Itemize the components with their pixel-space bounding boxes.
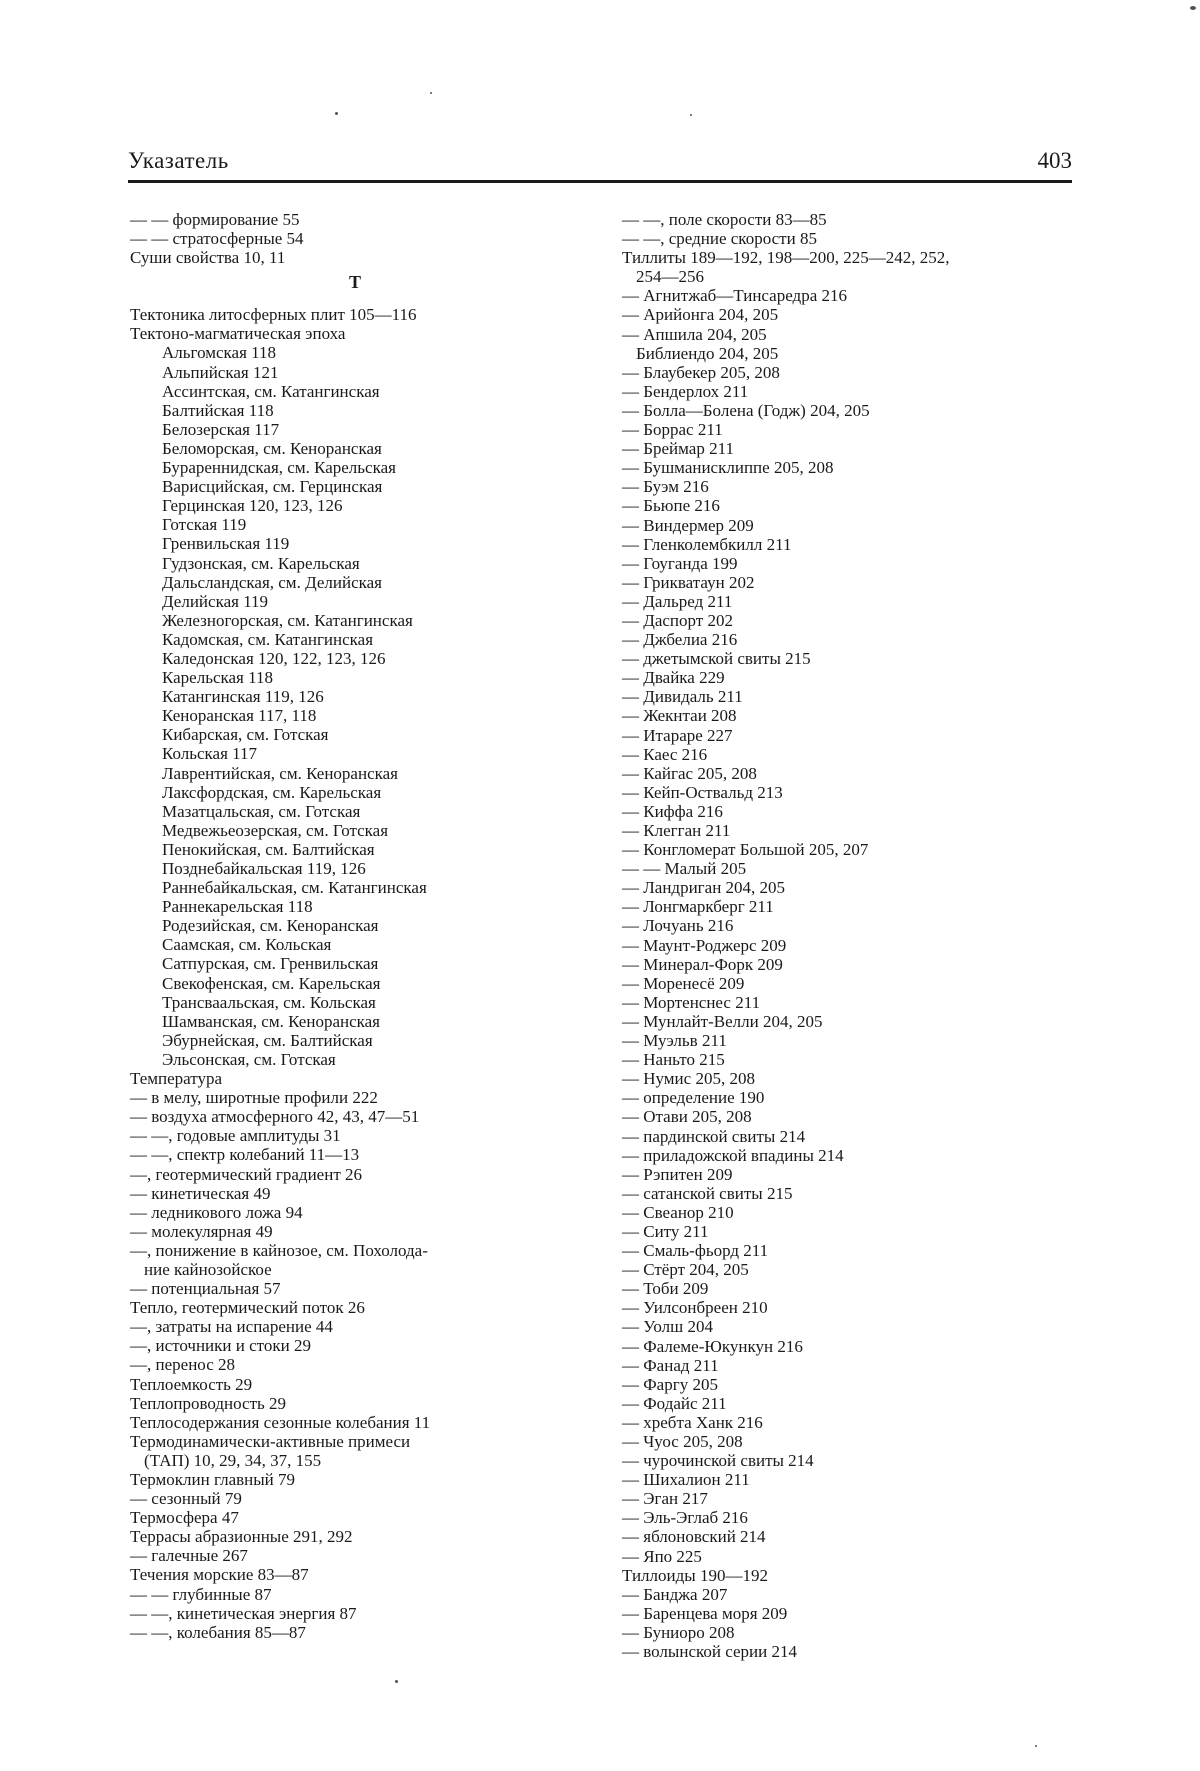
index-entry: Суши свойства 10, 11 <box>130 248 286 268</box>
index-entry: — Конгломерат Большой 205, 207 <box>622 840 869 860</box>
index-entry: Террасы абразионные 291, 292 <box>130 1527 353 1547</box>
index-entry: — кинетическая 49 <box>130 1183 271 1203</box>
index-entry: — яблоновский 214 <box>622 1527 766 1547</box>
index-entry: — Каес 216 <box>622 744 708 764</box>
index-entry: —, источники и стоки 29 <box>130 1336 311 1356</box>
index-entry: Мазатцальская, см. Готская <box>162 801 361 821</box>
index-entry: Сатпурская, см. Гренвильская <box>162 954 379 974</box>
index-column-right <box>622 210 1074 1661</box>
index-entry: —, понижение в кайнозое, см. Похолода- <box>130 1240 428 1260</box>
index-entry: — Кейп-Оствальд 213 <box>622 782 783 802</box>
index-letter-heading: T <box>348 272 361 293</box>
index-entry: —, перенос 28 <box>130 1355 236 1375</box>
index-entry: — —, кинетическая энергия 87 <box>130 1603 357 1623</box>
scan-speck <box>335 112 338 115</box>
index-entry: Тиллоиды 190—192 <box>622 1565 768 1585</box>
index-entry: — Арийонга 204, 205 <box>622 305 779 325</box>
scan-speck <box>1035 1745 1037 1747</box>
index-entry: Тиллиты 189—192, 198—200, 225—242, 252, <box>622 248 950 268</box>
index-entry: Эбурнейская, см. Балтийская <box>162 1030 373 1050</box>
index-entry: — —, годовые амплитуды 31 <box>130 1126 341 1146</box>
index-entry: Делийская 119 <box>162 591 269 611</box>
index-entry: — Рэпитен 209 <box>622 1164 733 1184</box>
index-entry: — Гленколембкилл 211 <box>622 534 792 554</box>
index-entry: — Бушманисклиппе 205, 208 <box>622 458 834 478</box>
index-entry: — Эль-Эглаб 216 <box>622 1508 748 1528</box>
index-entry: Кибарская, см. Готская <box>162 725 329 745</box>
index-entry: — Болла—Болена (Годж) 204, 205 <box>622 400 870 420</box>
index-entry: — Баренцева моря 209 <box>622 1603 788 1623</box>
index-entry: Беломорская, см. Кеноранская <box>162 438 382 458</box>
index-entry: — хребта Ханк 216 <box>622 1412 763 1432</box>
index-entry: — —, спектр колебаний 11—13 <box>130 1145 360 1165</box>
index-entry: Теплосодержания сезонные колебания 11 <box>130 1412 431 1432</box>
index-entry: — Мунлайт-Велли 204, 205 <box>622 1011 823 1031</box>
index-entry: — —, колебания 85—87 <box>130 1622 306 1642</box>
index-entry: — Чуос 205, 208 <box>622 1432 743 1451</box>
index-entry: — Боррас 211 <box>622 420 723 440</box>
index-entry: — Буэм 216 <box>622 477 709 497</box>
index-entry: Температура <box>130 1069 223 1089</box>
index-entry: Термосфера 47 <box>130 1508 239 1528</box>
index-entry: — галечные 267 <box>130 1546 248 1566</box>
index-entry: — Наньто 215 <box>622 1050 725 1070</box>
index-entry: Раннебайкальская, см. Катангинская <box>162 878 427 898</box>
scan-speck <box>1190 6 1196 10</box>
index-entry: — Фодайс 211 <box>622 1393 727 1413</box>
index-entry: — волынской серии 214 <box>622 1642 797 1662</box>
index-entry: Балтийская 118 <box>162 400 274 420</box>
index-entry: Медвежьеозерская, см. Готская <box>162 820 389 840</box>
index-entry: — — глубинные 87 <box>130 1584 272 1604</box>
index-entry: — Двайка 229 <box>622 668 725 688</box>
index-entry: — Ландриган 204, 205 <box>622 878 786 898</box>
index-entry: — Лочуань 216 <box>622 916 734 936</box>
index-entry: — Виндермер 209 <box>622 515 754 535</box>
index-entry: — Маунт-Роджерс 209 <box>622 935 787 955</box>
index-entry: — Итараре 227 <box>622 725 733 745</box>
index-entry: Пенокийская, см. Балтийская <box>162 839 375 859</box>
index-entry: — Эган 217 <box>622 1489 708 1509</box>
index-entry: — Свеанор 210 <box>622 1202 734 1222</box>
index-entry: — Уилсонбреен 210 <box>622 1298 768 1318</box>
index-entry: Родезийская, см. Кеноранская <box>162 916 379 936</box>
index-entry: —, геотермический градиент 26 <box>130 1164 362 1184</box>
index-entry: — —, средние скорости 85 <box>622 229 817 249</box>
index-entry: Лаксфордская, см. Карельская <box>162 782 382 802</box>
index-entry: Альгомская 118 <box>162 343 277 363</box>
index-entry: — Бреймар 211 <box>622 439 734 459</box>
index-entry: Герцинская 120, 123, 126 <box>162 496 343 516</box>
index-entry: — Фалеме-Юкункун 216 <box>622 1336 803 1356</box>
index-entry: Библиендо 204, 205 <box>636 343 779 363</box>
scan-speck <box>690 114 692 116</box>
index-entry: — Джбелиа 216 <box>622 630 738 650</box>
index-entry: Трансваальская, см. Кольская <box>162 992 376 1012</box>
index-entry: — Кайгас 205, 208 <box>622 763 757 783</box>
index-entry: — Даспорт 202 <box>622 610 733 630</box>
index-entry: — Клегган 211 <box>622 821 731 840</box>
index-entry: (ТАП) 10, 29, 34, 37, 155 <box>144 1450 322 1470</box>
index-entry: — джетымской свиты 215 <box>622 649 811 669</box>
index-column-left <box>130 210 580 1642</box>
index-entry: — чурочинской свиты 214 <box>622 1451 814 1471</box>
index-entry: — Агнитжаб—Тинсаредра 216 <box>622 286 847 306</box>
index-entry: — приладожской впадины 214 <box>622 1145 844 1165</box>
index-entry: — Отави 205, 208 <box>622 1107 752 1127</box>
page-number: 403 <box>1037 148 1072 173</box>
index-entry: Гудзонская, см. Карельская <box>162 553 360 573</box>
index-entry: Варисцийская, см. Герцинская <box>162 477 383 497</box>
index-entry: — определение 190 <box>622 1088 765 1108</box>
index-entry: — Буниоро 208 <box>622 1622 735 1642</box>
index-entry: —, затраты на испарение 44 <box>130 1317 333 1337</box>
index-entry: Термодинамически-активные примеси <box>130 1431 411 1451</box>
index-entry: — Уолш 204 <box>622 1317 713 1337</box>
index-entry: Раннекарельская 118 <box>162 897 313 917</box>
index-entry: — Смаль-фьорд 211 <box>622 1241 769 1261</box>
index-entry: — Фанад 211 <box>622 1355 719 1375</box>
index-entry: Эльсонская, см. Готская <box>162 1049 336 1069</box>
scan-speck <box>395 1680 398 1683</box>
index-entry: — Нумис 205, 208 <box>622 1069 755 1089</box>
index-entry: Бурареннидская, см. Карельская <box>162 458 396 478</box>
index-entry: — Стёрт 204, 205 <box>622 1260 749 1280</box>
index-entry: Тепло, геотермический поток 26 <box>130 1298 365 1318</box>
index-entry: — Шихалион 211 <box>622 1470 750 1490</box>
index-entry: Железногорская, см. Катангинская <box>162 610 413 630</box>
index-entry: — ледникового ложа 94 <box>130 1202 303 1222</box>
index-entry: — Апшила 204, 205 <box>622 324 767 344</box>
index-entry: — — стратосферные 54 <box>130 229 304 249</box>
index-entry: — Киффа 216 <box>622 801 723 821</box>
scan-speck <box>430 92 432 94</box>
index-entry: Ассинтская, см. Катангинская <box>162 381 380 401</box>
index-entry: — Моренесё 209 <box>622 973 745 993</box>
index-entry: ние кайнозойское <box>144 1259 272 1279</box>
index-entry: Готская 119 <box>162 515 247 535</box>
index-entry: — воздуха атмосферного 42, 43, 47—51 <box>130 1107 420 1127</box>
index-entry: Саамская, см. Кольская <box>162 935 332 955</box>
index-entry: — Тоби 209 <box>622 1279 709 1299</box>
index-entry: Кеноранская 117, 118 <box>162 706 317 726</box>
header-rule <box>128 180 1072 183</box>
index-entry: Кольская 117 <box>162 744 258 764</box>
index-entry: — Япо 225 <box>622 1546 702 1566</box>
index-entry: — потенциальная 57 <box>130 1279 281 1299</box>
index-entry: Альпийская 121 <box>162 362 279 382</box>
index-entry: — Жекнтаи 208 <box>622 706 737 726</box>
index-entry: 254—256 <box>636 267 704 287</box>
index-entry: Гренвильская 119 <box>162 534 290 554</box>
index-entry: Теплоемкость 29 <box>130 1374 253 1394</box>
index-entry: — молекулярная 49 <box>130 1221 273 1241</box>
index-entry: Теплопроводность 29 <box>130 1393 287 1413</box>
index-entry: Дальсландская, см. Делийская <box>162 572 383 592</box>
index-entry: — Дивидаль 211 <box>622 687 743 707</box>
index-entry: Каледонская 120, 122, 123, 126 <box>162 648 386 668</box>
running-header <box>128 148 1072 184</box>
index-entry: Позднебайкальская 119, 126 <box>162 859 366 878</box>
index-entry: Термоклин главный 79 <box>130 1470 296 1489</box>
index-entry: — сезонный 79 <box>130 1489 242 1509</box>
index-entry: Тектоно-магматическая эпоха <box>130 324 346 344</box>
index-entry: — — Малый 205 <box>622 859 747 879</box>
index-entry: — пардинской свиты 214 <box>622 1126 806 1146</box>
index-entry: Катангинская 119, 126 <box>162 687 324 707</box>
index-entry: — сатанской свиты 215 <box>622 1183 793 1203</box>
index-entry: — Дальред 211 <box>622 591 733 611</box>
index-entry: — Бьюпе 216 <box>622 496 720 516</box>
index-entry: — Муэльв 211 <box>622 1031 727 1051</box>
header-title: Указатель <box>128 148 229 173</box>
index-entry: — Грикватаун 202 <box>622 572 755 592</box>
index-entry: — Банджа 207 <box>622 1584 728 1604</box>
index-entry: — Гоуганда 199 <box>622 553 738 573</box>
index-entry: — Минерал-Форк 209 <box>622 954 783 974</box>
index-entry: Течения морские 83—87 <box>130 1565 309 1585</box>
index-entry: Лаврентийская, см. Кеноранская <box>162 763 398 783</box>
index-entry: — Мортенснес 211 <box>622 992 761 1012</box>
index-entry: — — формирование 55 <box>130 210 300 229</box>
index-entry: — Ситу 211 <box>622 1221 709 1241</box>
index-entry: Шамванская, см. Кеноранская <box>162 1011 381 1031</box>
index-entry: — —, поле скорости 83—85 <box>622 210 827 229</box>
index-entry: Белозерская 117 <box>162 419 280 439</box>
index-entry: Карельская 118 <box>162 668 273 688</box>
index-entry: — Блаубекер 205, 208 <box>622 362 780 382</box>
index-entry: — Бендерлох 211 <box>622 381 749 401</box>
index-entry: Тектоника литосферных плит 105—116 <box>130 305 417 325</box>
index-entry: — Фаргу 205 <box>622 1374 718 1394</box>
index-entry: — в мелу, широтные профили 222 <box>130 1088 378 1108</box>
index-entry: Свекофенская, см. Карельская <box>162 973 381 993</box>
index-entry: Кадомская, см. Катангинская <box>162 629 374 649</box>
index-entry: — Лонгмаркберг 211 <box>622 897 774 917</box>
